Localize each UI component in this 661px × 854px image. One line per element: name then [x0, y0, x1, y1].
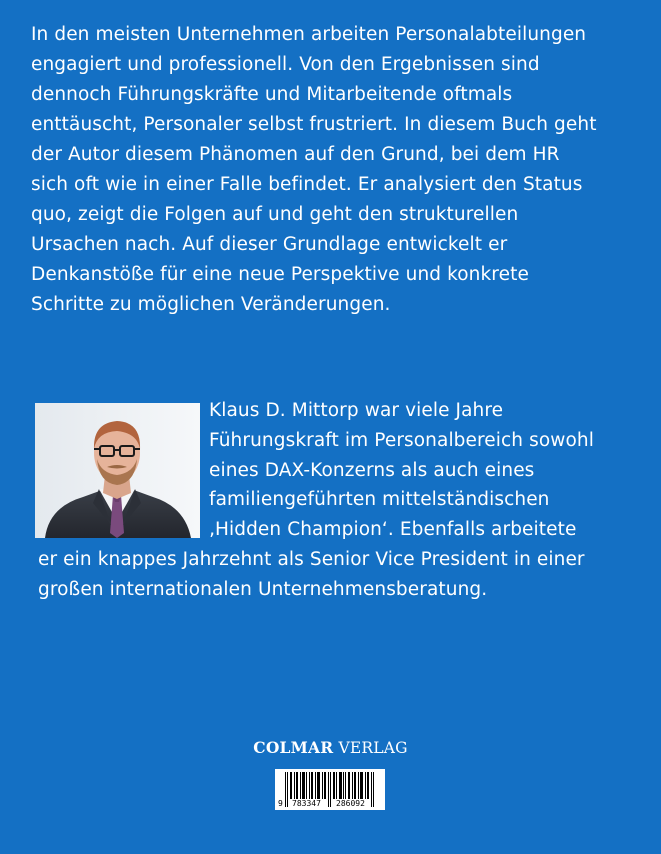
- isbn-left-group: 783347: [292, 799, 321, 808]
- publisher-logo: [0, 738, 661, 757]
- isbn-number: [275, 799, 385, 808]
- isbn-right-group: 286092: [336, 799, 365, 808]
- isbn-barcode: [275, 769, 385, 810]
- author-section: [38, 396, 598, 605]
- publisher-suffix: VERLAG: [338, 739, 408, 757]
- publisher-brand: COLMAR: [253, 738, 334, 757]
- author-bio: Klaus D. Mittorp war viele Jahre Führungskraft im Personalbereich sowohl eines DAX-Konzerns als auch eines familiengeführten mittelständischen ‚Hidden Champion‘. Ebenfalls arbeitete er ein knappes Jahrzehnt als Senior Vice President in einer großen internationalen Unternehmensberatung.: [38, 400, 594, 600]
- author-photo: [35, 403, 200, 538]
- author-portrait-illustration: [35, 403, 200, 538]
- book-description: In den meisten Unternehmen arbeiten Personalabteilungen engagiert und professionell. Von den Ergebnissen sind dennoch Führungskräfte und Mitarbeitende oftmals enttäuscht, Personaler selbst frustriert. In diesem Buch geht der Autor diesem Phänomen auf den Grund, bei dem HR sich oft wie in einer Falle befindet. Er analysiert den Status quo, zeigt die Folgen auf und geht den strukturellen Ursachen nach. Auf dieser Grundlage entwickelt er Denkanstöße für eine neue Perspektive und konkrete Schritte zu möglichen Veränderungen.: [31, 24, 597, 315]
- isbn-first-digit: 9: [278, 799, 283, 808]
